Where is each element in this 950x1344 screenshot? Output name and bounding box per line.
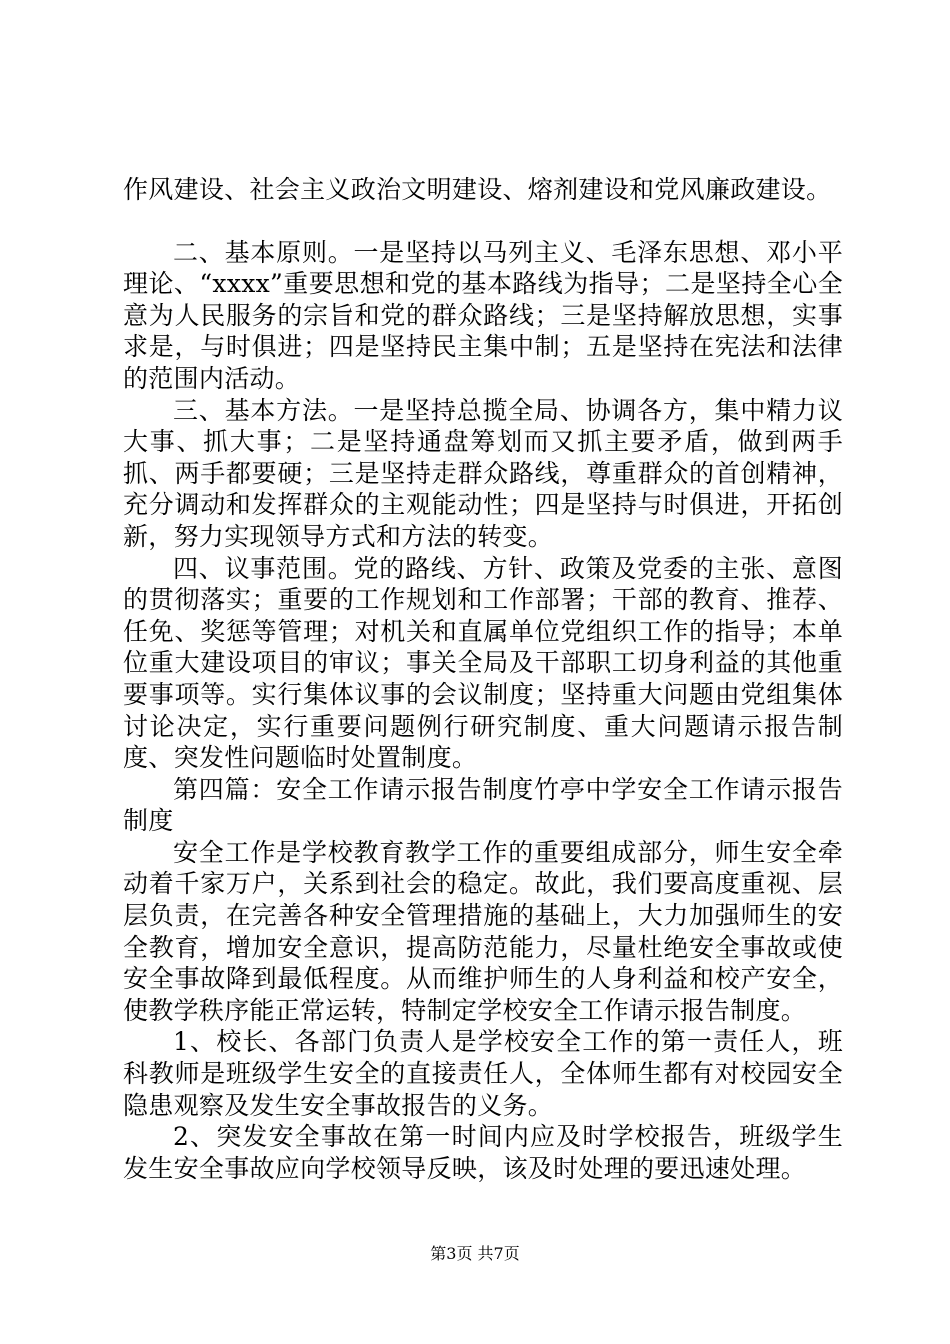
paragraph-basic-principles: 二、基本原则。一是坚持以马列主义、毛泽东思想、邓小平理论、“xxxx”重要思想和党的基本路线为指导；二是坚持全心全意为人民服务的宗旨和党的群众路线；三是坚持解放思想，实事求是，与时俱进；四是坚持民主集中制；五是坚持在宪法和法律的范围内活动。 xyxy=(123,237,843,393)
section-heading: 第四篇：安全工作请示报告制度竹亭中学安全工作请示报告制度 xyxy=(123,774,843,836)
document-body xyxy=(123,174,843,1184)
paragraph-basic-methods: 三、基本方法。一是坚持总揽全局、协调各方，集中精力议大事、抓大事；二是坚持通盘筹划而又抓主要矛盾，做到两手抓、两手都要硬；三是坚持走群众路线，尊重群众的首创精神，充分调动和发挥群众的主观能动性；四是坚持与时俱进，开拓创新，努力实现领导方式和方法的转变。 xyxy=(123,395,843,551)
paragraph-item-1: 1、校长、各部门负责人是学校安全工作的第一责任人，班科教师是班级学生安全的直接责任人，全体师生都有对校园安全隐患观察及发生安全事故报告的义务。 xyxy=(123,1027,843,1120)
paragraph-safety-intro: 安全工作是学校教育教学工作的重要组成部分，师生安全牵动着千家万户，关系到社会的稳定。故此，我们要高度重视、层层负责，在完善各种安全管理措施的基础上，大力加强师生的安全教育，增加安全意识，提高防范能力，尽量杜绝安全事故或使安全事故降到最低程度。从而维护师生的人身利益和校产安全，使教学秩序能正常运转，特制定学校安全工作请示报告制度。 xyxy=(123,837,843,1025)
paragraph-item-2: 2、突发安全事故在第一时间内应及时学校报告，班级学生发生安全事故应向学校领导反映，该及时处理的要迅速处理。 xyxy=(123,1122,843,1183)
paragraph-continuation: 作风建设、社会主义政治文明建设、熔剂建设和党风廉政建设。 xyxy=(123,175,832,204)
page-number-footer: 第3页 共7页 xyxy=(430,1244,520,1263)
paragraph-deliberation-scope: 四、议事范围。党的路线、方针、政策及党委的主张、意图的贯彻落实；重要的工作规划和工作部署；干部的教育、推荐、任免、奖惩等管理；对机关和直属单位党组织工作的指导；本单位重大建设项目的审议；事关全局及干部职工切身利益的其他重要事项等。实行集体议事的会议制度；坚持重大问题由党组集体讨论决定，实行重要问题例行研究制度、重大问题请示报告制度、突发性问题临时处置制度。 xyxy=(123,553,843,773)
